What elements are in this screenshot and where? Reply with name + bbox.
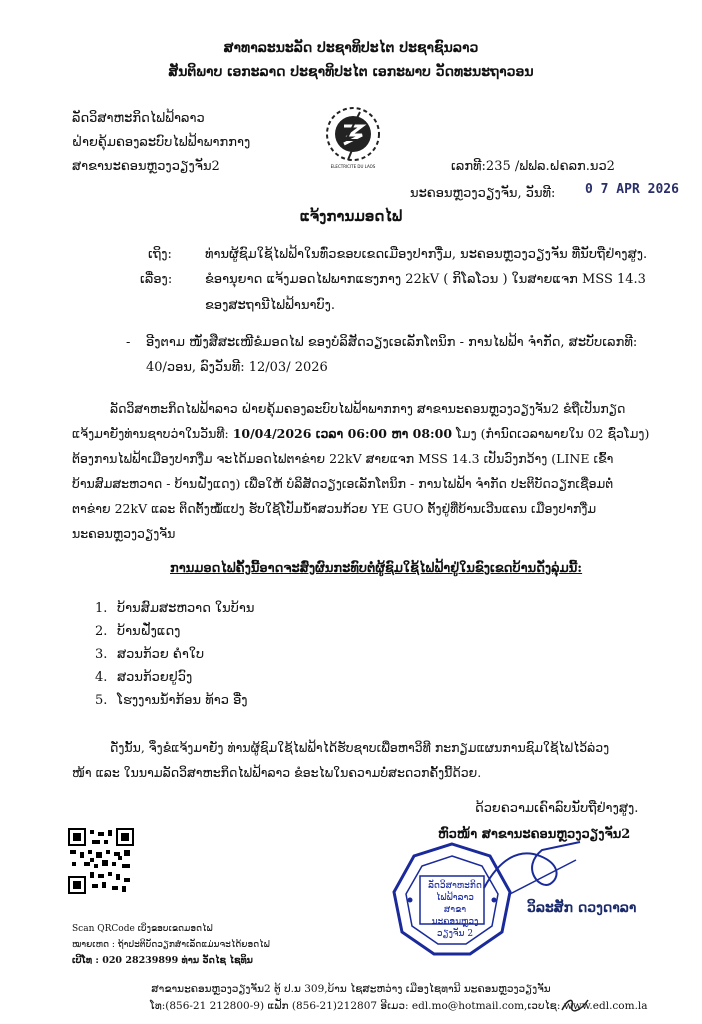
- list-item: [95, 693, 248, 708]
- footer-address: ສາຂານະຄອນຫຼວງວຽງຈັນ2 ຕູ້ ປ.ນ 309,ບ້ານ ໄຊສະຫວ່າງ ເມືອງໄຊທານີ ນະຄອນຫຼວງວຽງຈັນ: [151, 983, 551, 995]
- date-stamp: 0 7 APR 2026: [585, 182, 679, 197]
- list-item-number: 3.: [95, 647, 108, 662]
- stamp-text: ລັດວິສາຫະກິດ ໄຟຟ້າລາວ ສາຂາ ນະຄອນຫຼວງວຽງຈັນ 2: [428, 881, 482, 939]
- list-item-number: 1.: [95, 601, 108, 616]
- body-line-2-start: ແຈ້ງມາຍັງທ່ານຊາບວ່າໃນວັນທີ:: [72, 426, 233, 441]
- reference-dash: -: [126, 335, 131, 350]
- affected-intro: ການມອດໄຟຄັ້ງນີ້ອາດຈະສົ່ງຜົນກະທົບຕໍ່ຜູ້ຊົມໃຊ້ໄຟຟ້າຢູ່ໃນຂົງເຂດບ້ານດັ່ງລຸ່ມນີ້:: [170, 561, 583, 576]
- body-line-3: ຕ້ອງການໄຟຟ້າເມືອງປາກງື່ມ ຈະໄດ້ມອດໄຟຕາຂ່າຍ 22kV ສາຍແຈກ MSS 14.3 ເປັນວົງກວ້າງ (LINE ເຂົ້າ: [72, 451, 614, 466]
- list-item-name: ໂຮງງານນ້ຳກ້ອນ ທ້າວ ອື່ງ: [117, 693, 248, 708]
- qr-caption: Scan QRCode ເບິ່ງຂອບເຂດມອດໄຟ: [72, 924, 213, 934]
- list-item-number: 2.: [95, 624, 108, 639]
- subject-line-2: ຂອງສະຖານີໄຟຟ້ານາບົງ.: [205, 298, 336, 313]
- list-item-number: 4.: [95, 670, 108, 685]
- to-label: ເຖິງ:: [148, 247, 172, 262]
- reference-line-2: 40/ວອນ, ລົງວັນທີ: 12/03/ 2026: [146, 360, 328, 375]
- handwritten-signature: [480, 838, 590, 900]
- place-date-label: ນະຄອນຫຼວງວຽງຈັນ, ວັນທີ:: [410, 186, 556, 201]
- org-line-1: ລັດວິສາຫະກິດໄຟຟ້າລາວ: [72, 111, 205, 126]
- signer-title: ຫົວໜ້າ ສາຂານະຄອນຫຼວງວຽງຈັນ2: [438, 827, 631, 842]
- edl-logo-icon: [322, 104, 384, 170]
- reference-line-1: ອີງຕາມ ໜັງສືສະເໜີຂໍມອດໄຟ ຂອງບໍລິສັດວຽງເອເລັກໂຕນິກ - ການໄຟຟ້າ ຈຳກັດ, ສະບັບເລກທີ:: [146, 335, 638, 350]
- body-line-6: ນະຄອນຫຼວງວຽງຈັນ: [72, 526, 176, 541]
- list-item-number: 5.: [95, 693, 108, 708]
- initials-signature: [560, 994, 590, 1016]
- closing-line-2: ໜ້າ ແລະ ໃນນາມລັດວິສາຫະກິດໄຟຟ້າລາວ ຂໍອະໄພໃນຄວາມບໍ່ສະດວກຄັ້ງນີ້ດ້ວຍ.: [72, 765, 482, 780]
- qr-note: ໝາຍເຫດ : ຖ້າປະຕິບັດວຽກສຳເລັດແມ່ນຈະໄດ້ຍອດໄຟ: [72, 940, 270, 950]
- list-item: [95, 624, 180, 639]
- logo-text: ELECTRICITE DU LAOS: [330, 164, 376, 169]
- list-item: [95, 647, 204, 662]
- qr-contact: ເບີໂທ : 020 28239899 ທ່ານ ວັດໄຊ ໄຊທິນ: [72, 955, 253, 966]
- outage-datetime: 10/04/2026 ເວລາ 06:00 ຫາ 08:00: [232, 426, 453, 441]
- body-line-4: ບ້ານສົມສະຫວາດ - ບ້ານຝັ່ງແດງ) ເພື່ອໃຫ້ ບໍລິສັດວຽງເອເລັກໂຕນິກ - ການໄຟຟ້າ ຈຳກັດ ປະຕິບັດວຽກເຊື່ອມຕໍ່: [72, 476, 614, 491]
- org-line-2: ຝ່າຍຄຸ້ມຄອງລະບົບໄຟຟ້າພາກກາງ: [72, 135, 251, 150]
- document-number: ເລກທີ:235 /ຟຟລ.ຝຄລກ.ນວ2: [451, 159, 615, 174]
- list-item-name: ສວນກ້ວຍຢູວົງ: [117, 670, 193, 685]
- qr-code-icon[interactable]: [68, 828, 134, 894]
- list-item: [95, 670, 192, 685]
- list-item-name: ບ້ານສົມສະຫວາດ ໃນບ້ານ: [117, 601, 255, 616]
- document-title: ແຈ້ງການມອດໄຟ: [299, 207, 403, 225]
- list-item-name: ສວນກ້ວຍ ຄຳໃບ: [117, 647, 205, 662]
- footer-contact: ໂທ:(856-21 212800-9) ແຟັກ (856-21)212807 ອີເມວ: edl.mo@hotmail.com,ເວບໄຊ: www.edl.com.la: [150, 1000, 648, 1012]
- body-line-2: [72, 424, 649, 443]
- list-item: [95, 601, 254, 616]
- body-line-1: ລັດວິສາຫະກິດໄຟຟ້າລາວ ຝ່າຍຄຸ້ມຄອງລະບົບໄຟຟ້າພາກກາງ ສາຂານະຄອນຫຼວງວຽງຈັນ2 ຂໍຖືເປັນກຽດ: [110, 401, 626, 416]
- signer-name: ວິລະສັກ ດວງດາລາ: [527, 900, 637, 916]
- org-line-3: ສາຂານະຄອນຫຼວງວຽງຈັນ2: [72, 159, 220, 174]
- body-line-5: ຕາຂ່າຍ 22kV ແລະ ຕິດຕັ້ງໝໍ້ແປງ ຮັບໃຊ້ໂປັມນ້ຳສວນກ້ວຍ YE GUO ຕັ້ງຢູ່ທີ່ບ້ານເວີນແຄນ ເມືອງປາກງື່ມ: [72, 501, 597, 516]
- regards: ດ້ວຍຄວາມເຄົາລົບນັບຖືຢ່າງສູງ.: [475, 801, 639, 816]
- closing-line-1: ດັ່ງນັ້ນ, ຈຶ່ງຂໍແຈ້ງມາຍັງ ທ່ານຜູ້ຊົມໃຊ້ໄຟຟ້າໄດ້ຮັບຊາບເພື່ອຫາວິທີ ກະກຽມແຜນການຊົມໃຊ້ໄຟໄວ້ລ່ວງ: [110, 740, 610, 755]
- list-item-name: ບ້ານຝັ່ງແດງ: [117, 624, 181, 639]
- motto-header: ສັນຕິພາບ ເອກະລາດ ປະຊາທິປະໄຕ ເອກະພາບ ວັດທະນະຖາວອນ: [168, 64, 534, 80]
- body-line-2-end: ໂມງ (ກຳນົດເວລາພາຍໃນ 02 ຊົ່ວໂມງ): [452, 426, 650, 441]
- country-header: ສາທາລະນະລັດ ປະຊາທິປະໄຕ ປະຊາຊົນລາວ: [223, 40, 479, 56]
- to-text: ທ່ານຜູ້ຊົມໃຊ້ໄຟຟ້າໃນທົ່ວຂອບເຂດເມືອງປາກງື່ມ, ນະຄອນຫຼວງວຽງຈັນ ທີ່ນັບຖືຢ່າງສູງ.: [205, 247, 648, 262]
- subject-line-1: ຂໍອານຸຍາດ ແຈ້ງມອດໄຟພາກແຮງກາງ 22kV ( ກິໂລໂວນ ) ໃນສາຍແຈກ MSS 14.3: [205, 272, 646, 287]
- subject-label: ເລື່ອງ:: [140, 272, 173, 287]
